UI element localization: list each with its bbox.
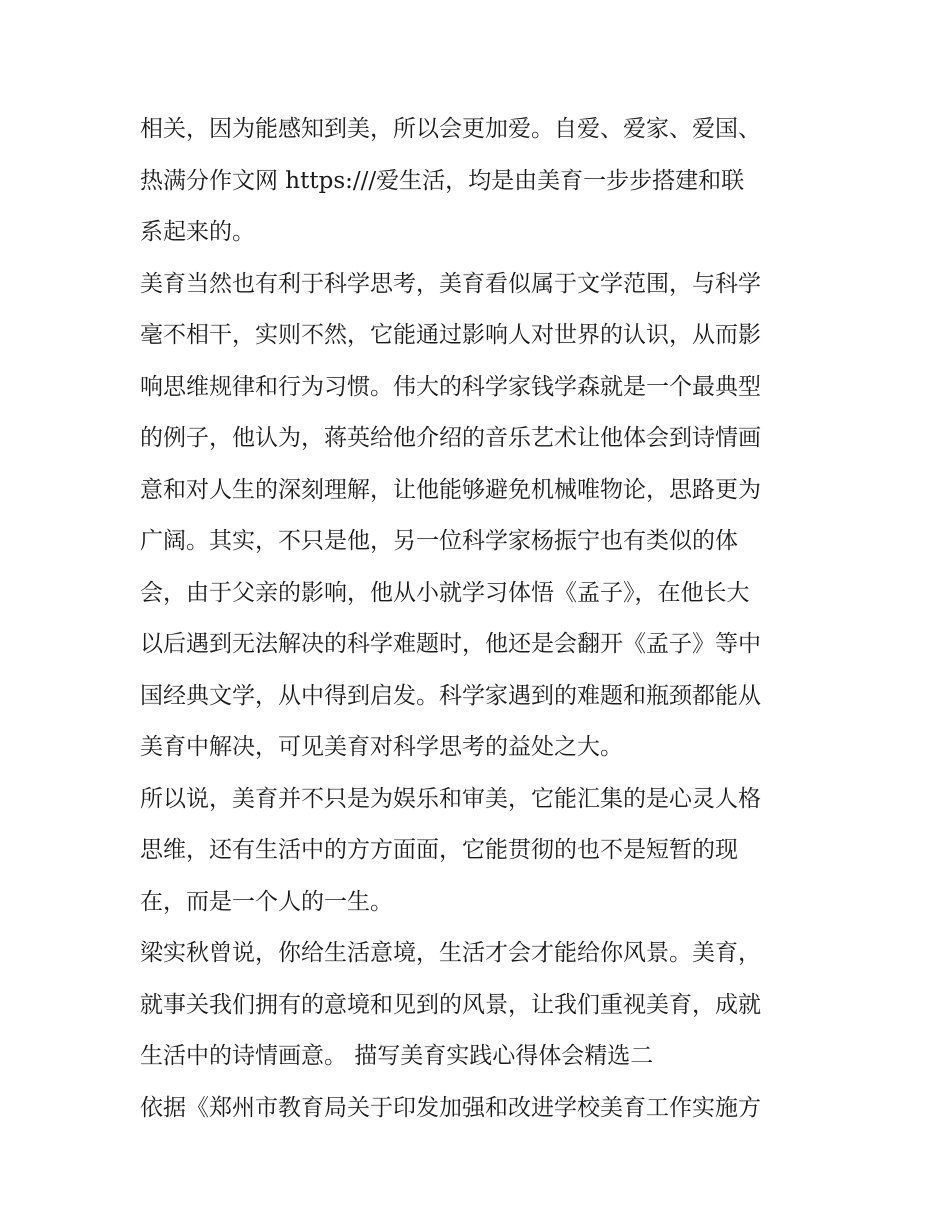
document-body	[140, 104, 810, 1134]
paragraph-4	[140, 928, 810, 1083]
text-line: 思维，还有生活中的方方面面，它能贯彻的也不是短暂的现	[140, 837, 738, 863]
text-line: 会，由于父亲的影响，他从小就学习体悟《孟子》，在他长大	[140, 579, 750, 606]
text-line: 依据《郑州市教育局关于印发加强和改进学校美育工作实施方	[140, 1094, 761, 1121]
text-line: 相关，因为能感知到美，所以会更加爱。自爱、爱家、爱国、	[140, 116, 761, 142]
text-line: 的例子，他认为，蒋英给他介绍的音乐艺术让他体会到诗情画	[140, 425, 761, 451]
text-line: 热满分作文网 https:///爱生活，均是由美育一步步搭建和联	[140, 167, 745, 194]
text-line: 就事关我们拥有的意境和见到的风景，让我们重视美育，成就	[140, 991, 761, 1018]
text-line: 响思维规律和行为习惯。伟大的科学家钱学森就是一个最典型	[140, 373, 761, 400]
text-line: 系起来的。	[140, 219, 255, 245]
paragraph-1	[140, 104, 810, 259]
paragraph-5	[140, 1083, 810, 1135]
text-line: 在，而是一个人的一生。	[140, 888, 393, 915]
text-line: 所以说，美育并不只是为娱乐和审美，它能汇集的是心灵人格	[140, 785, 761, 812]
text-line: 美育中解决，可见美育对科学思考的益处之大。	[140, 734, 623, 760]
text-line: 毫不相干，实则不然，它能通过影响人对世界的认识，从而影	[140, 322, 761, 348]
text-line: 美育当然也有利于科学思考，美育看似属于文学范围，与科学	[140, 270, 761, 297]
paragraph-2	[140, 259, 810, 774]
text-line: 广阔。其实，不只是他，另一位科学家杨振宁也有类似的体	[140, 528, 738, 554]
text-line: 梁实秋曾说，你给生活意境，生活才会才能给你风景。美育，	[140, 940, 761, 966]
text-line: 生活中的诗情画意。 描写美育实践心得体会精选二	[140, 1043, 654, 1069]
paragraph-3	[140, 774, 810, 929]
text-line: 以后遇到无法解决的科学难题时，他还是会翻开《孟子》等中	[140, 631, 761, 657]
text-line: 意和对人生的深刻理解，让他能够避免机械唯物论，思路更为	[140, 476, 761, 503]
text-line: 国经典文学，从中得到启发。科学家遇到的难题和瓶颈都能从	[140, 682, 761, 709]
